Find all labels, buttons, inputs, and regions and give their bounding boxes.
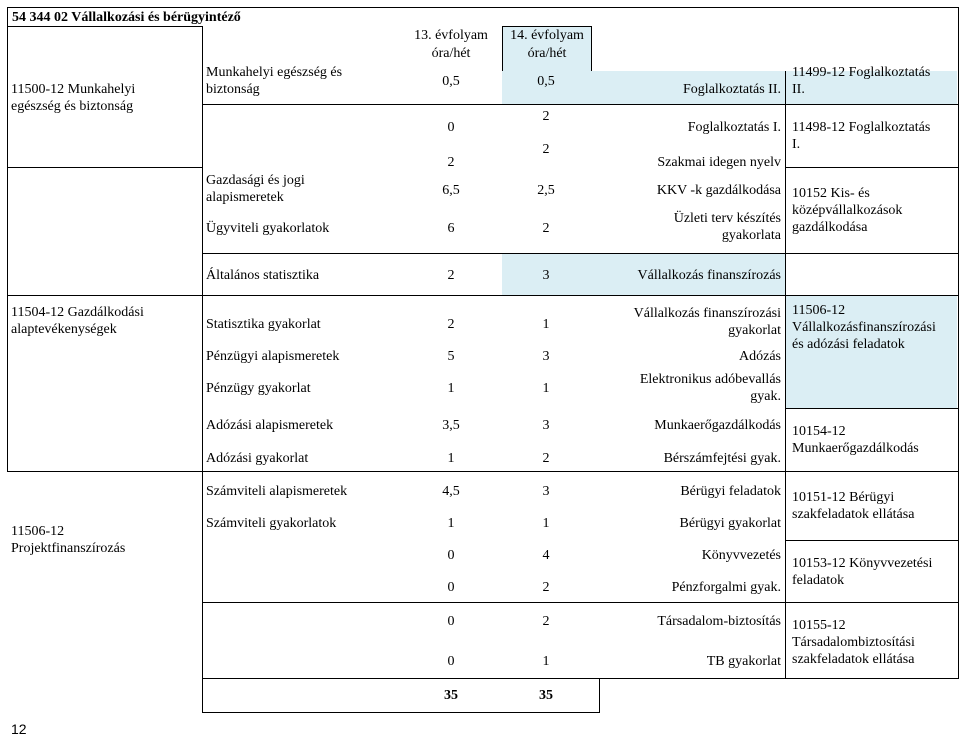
target-subject: Vállalkozás finanszírozási	[633, 306, 781, 321]
target-module: Vállalkozásfinanszírozási	[792, 320, 936, 335]
target-module: szakfeladatok ellátása	[792, 652, 915, 667]
target-subject: Elektronikus adóbevallás	[639, 372, 781, 387]
target-module: II.	[792, 82, 805, 97]
hours13-value: 5	[447, 349, 455, 364]
module-gazdalkodasi-2: alaptevékenységek	[11, 322, 117, 337]
target-module: 10152 Kis- és	[792, 186, 870, 201]
hours13-value: 0	[447, 654, 455, 669]
subject-szamviteli-alap: Számviteli alapismeretek	[206, 484, 348, 499]
target-subject: Bérügyi feladatok	[680, 484, 781, 499]
hours13-value: 4,5	[442, 484, 460, 499]
hours14-value: 3	[542, 418, 550, 433]
header-col13-unit: óra/hét	[431, 46, 471, 61]
target-subject: TB gyakorlat	[706, 654, 781, 669]
module-projekt: 11506-12	[11, 524, 65, 539]
hours14-value: 1	[542, 381, 550, 396]
hours14-value: 2	[542, 451, 550, 466]
page-title: 54 344 02 Vállalkozási és bérügyintéző	[12, 10, 241, 25]
header-col14-unit: óra/hét	[527, 46, 567, 61]
subject-penzugyi-alap: Pénzügyi alapismeretek	[206, 349, 340, 364]
target-module: gazdálkodása	[792, 220, 868, 235]
subject-penzugy-gyakorlat: Pénzügy gyakorlat	[206, 381, 311, 396]
hours13-value: 2	[447, 317, 455, 332]
hours14-value: 2	[542, 580, 550, 595]
hours14-value: 3	[542, 484, 550, 499]
target-subject: Bérügyi gyakorlat	[679, 516, 781, 531]
module-munkahelyi-2: egészség és biztonság	[11, 99, 134, 114]
header-col13: 13. évfolyam	[414, 28, 488, 43]
hours13-value: 0,5	[442, 74, 460, 89]
target-subject: Szakmai idegen nyelv	[657, 155, 781, 170]
hours13-value: 6	[447, 221, 455, 236]
subject-szamviteli-gyakorlat: Számviteli gyakorlatok	[206, 516, 337, 531]
target-module: 11506-12	[792, 303, 846, 318]
target-subject: Vállalkozás finanszírozás	[637, 268, 781, 283]
hours14-value: 1	[542, 516, 550, 531]
target-module: 11498-12 Foglalkoztatás	[792, 120, 931, 135]
hours13-value: 0	[447, 580, 455, 595]
target-subject: Adózás	[739, 349, 781, 364]
hours14-value: 0,5	[537, 74, 555, 89]
hours13-value: 0	[447, 548, 455, 563]
hours14-total: 35	[539, 688, 553, 703]
target-subject: KKV -k gazdálkodása	[656, 183, 781, 198]
hours13-total: 35	[444, 688, 458, 703]
module-projekt-2: Projektfinanszírozás	[11, 541, 126, 556]
target-module: feladatok	[792, 573, 845, 588]
target-subject: Foglalkoztatás I.	[687, 120, 781, 135]
subject-altalanos-statisztika: Általános statisztika	[206, 268, 320, 283]
target-module: I.	[792, 137, 801, 152]
target-module: 10151-12 Bérügyi	[792, 490, 895, 505]
target-module: és adózási feladatok	[792, 337, 905, 352]
subject-ugyviteli: Ügyviteli gyakorlatok	[206, 221, 330, 236]
hours14-value: 4	[542, 548, 550, 563]
module-gazdalkodasi: 11504-12 Gazdálkodási	[11, 305, 144, 320]
target-module: 11499-12 Foglalkoztatás	[792, 65, 931, 80]
hours14-value: 3	[542, 349, 550, 364]
subject-gazdasagi-2: alapismeretek	[206, 190, 284, 205]
header-col14: 14. évfolyam	[510, 28, 584, 43]
hours13-value: 2	[447, 268, 455, 283]
subject-gazdasagi: Gazdasági és jogi	[206, 173, 305, 188]
hours14-value: 2	[542, 142, 550, 157]
target-subject: Társadalom-biztosítás	[657, 614, 781, 629]
target-module: Munkaerőgazdálkodás	[792, 441, 919, 456]
hours13-value: 1	[447, 381, 455, 396]
target-module: középvállalkozások	[792, 203, 903, 218]
subject-adozasi-gyakorlat: Adózási gyakorlat	[206, 451, 309, 466]
subject-munkahelyi: Munkahelyi egészség és	[206, 65, 343, 80]
hours13-value: 3,5	[442, 418, 460, 433]
target-module: 10154-12	[792, 424, 846, 439]
hours13-value: 1	[447, 451, 455, 466]
target-subject: Munkaerőgazdálkodás	[654, 418, 781, 433]
target-subject: gyakorlat	[728, 323, 781, 338]
target-subject: Üzleti terv készítés	[673, 211, 781, 226]
target-module: 10155-12	[792, 618, 846, 633]
hours14-value: 2	[542, 109, 550, 124]
target-module: Társadalombiztosítási	[792, 635, 915, 650]
module-munkahelyi: 11500-12 Munkahelyi	[11, 82, 136, 97]
page-number: 12	[11, 721, 27, 737]
hours13-value: 2	[447, 155, 455, 170]
target-module: szakfeladatok ellátása	[792, 507, 915, 522]
hours13-value: 6,5	[442, 183, 460, 198]
hours14-value: 2	[542, 614, 550, 629]
subject-statisztika-gyakorlat: Statisztika gyakorlat	[206, 317, 321, 332]
hours14-value: 3	[542, 268, 550, 283]
hours14-value: 2	[542, 221, 550, 236]
hours13-value: 0	[447, 614, 455, 629]
subject-munkahelyi-2: biztonság	[206, 82, 260, 97]
target-subject: Foglalkoztatás II.	[683, 82, 781, 97]
hours14-value: 1	[542, 654, 550, 669]
subject-adozasi-alap: Adózási alapismeretek	[206, 418, 334, 433]
target-subject: Könyvvezetés	[701, 548, 781, 563]
target-subject: Bérszámfejtési gyak.	[663, 451, 781, 466]
hours13-value: 0	[447, 120, 455, 135]
hours13-value: 1	[447, 516, 455, 531]
target-module: 10153-12 Könyvvezetési	[792, 556, 933, 571]
target-subject: Pénzforgalmi gyak.	[671, 580, 781, 595]
target-subject: gyak.	[750, 389, 781, 404]
hours14-value: 2,5	[537, 183, 555, 198]
hours14-value: 1	[542, 317, 550, 332]
target-subject: gyakorlata	[721, 228, 781, 243]
